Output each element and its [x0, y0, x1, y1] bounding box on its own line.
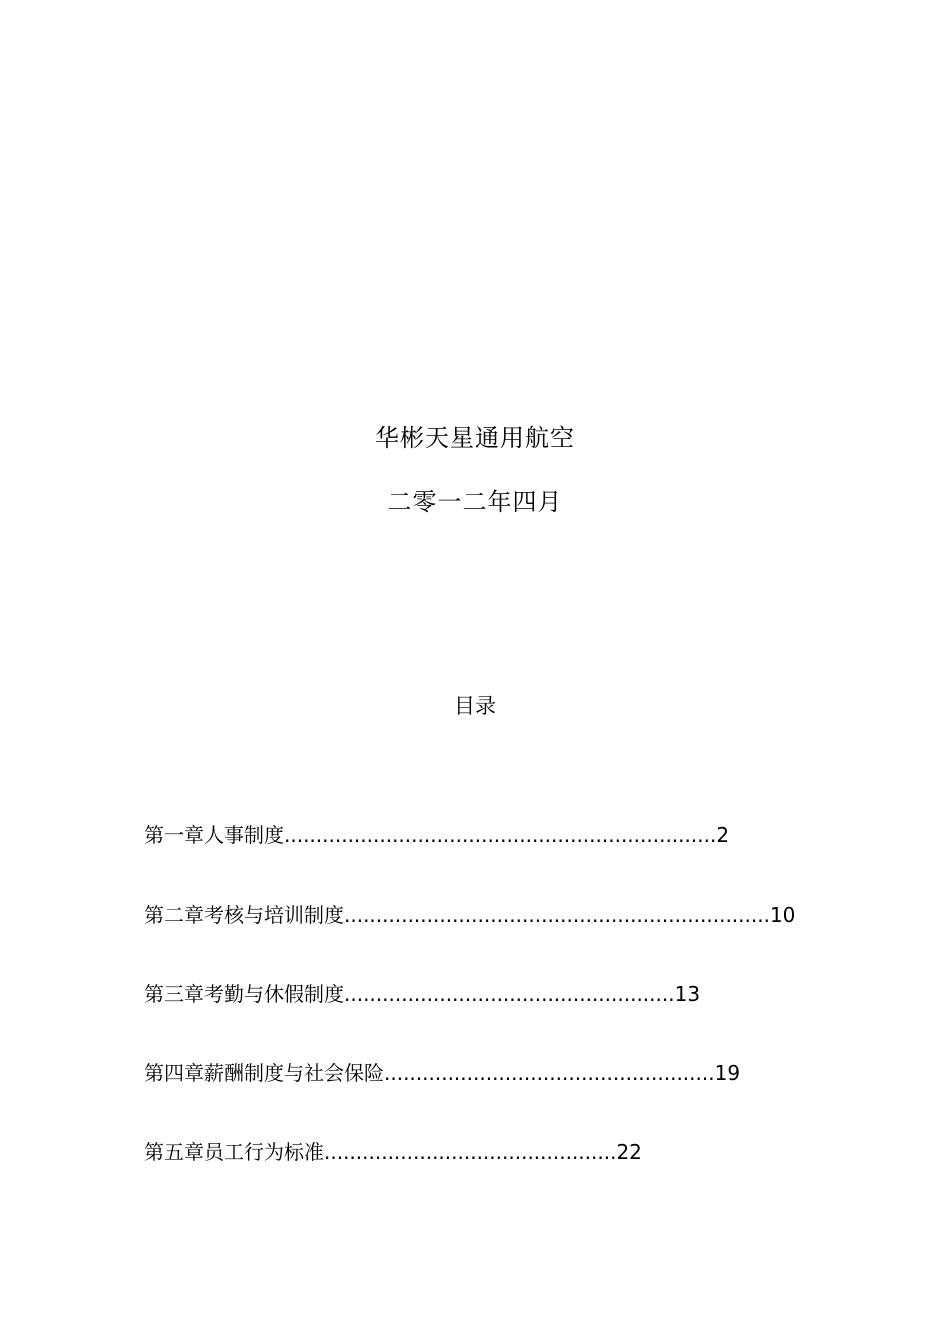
toc-entry-leader: ...................................................................	[344, 903, 770, 927]
toc-entry-page: 2	[716, 823, 730, 847]
toc-entry-label: 第五章员工行为标准	[144, 1140, 324, 1164]
document-date: 二零一二年四月	[387, 488, 563, 516]
toc-entry[interactable]	[144, 1059, 749, 1087]
toc-entry-page: 13	[674, 982, 701, 1006]
company-name: 华彬天星通用航空	[375, 424, 575, 452]
toc-entry-page: 19	[714, 1061, 741, 1085]
toc-entry[interactable]	[144, 980, 704, 1008]
toc-title: 目录	[454, 694, 496, 718]
toc-entry-leader: ....................................................	[384, 1061, 715, 1085]
toc-entry-leader: ..............................................	[324, 1140, 617, 1164]
toc-entry-label: 第三章考勤与休假制度	[144, 982, 344, 1006]
toc-entry-leader: ....................................................	[344, 982, 675, 1006]
toc-entry-label: 第二章考核与培训制度	[144, 903, 344, 927]
toc-entry-leader: ....................................................................	[284, 823, 717, 847]
toc-entry-page: 10	[769, 903, 796, 927]
toc-entry-page: 22	[616, 1140, 642, 1164]
toc-entry-label: 第一章人事制度	[144, 823, 284, 847]
toc-entry-label: 第四章薪酬制度与社会保险	[144, 1061, 384, 1085]
toc-entry[interactable]	[144, 821, 730, 849]
toc-entry[interactable]	[144, 1138, 649, 1166]
toc-entry[interactable]	[144, 901, 796, 929]
